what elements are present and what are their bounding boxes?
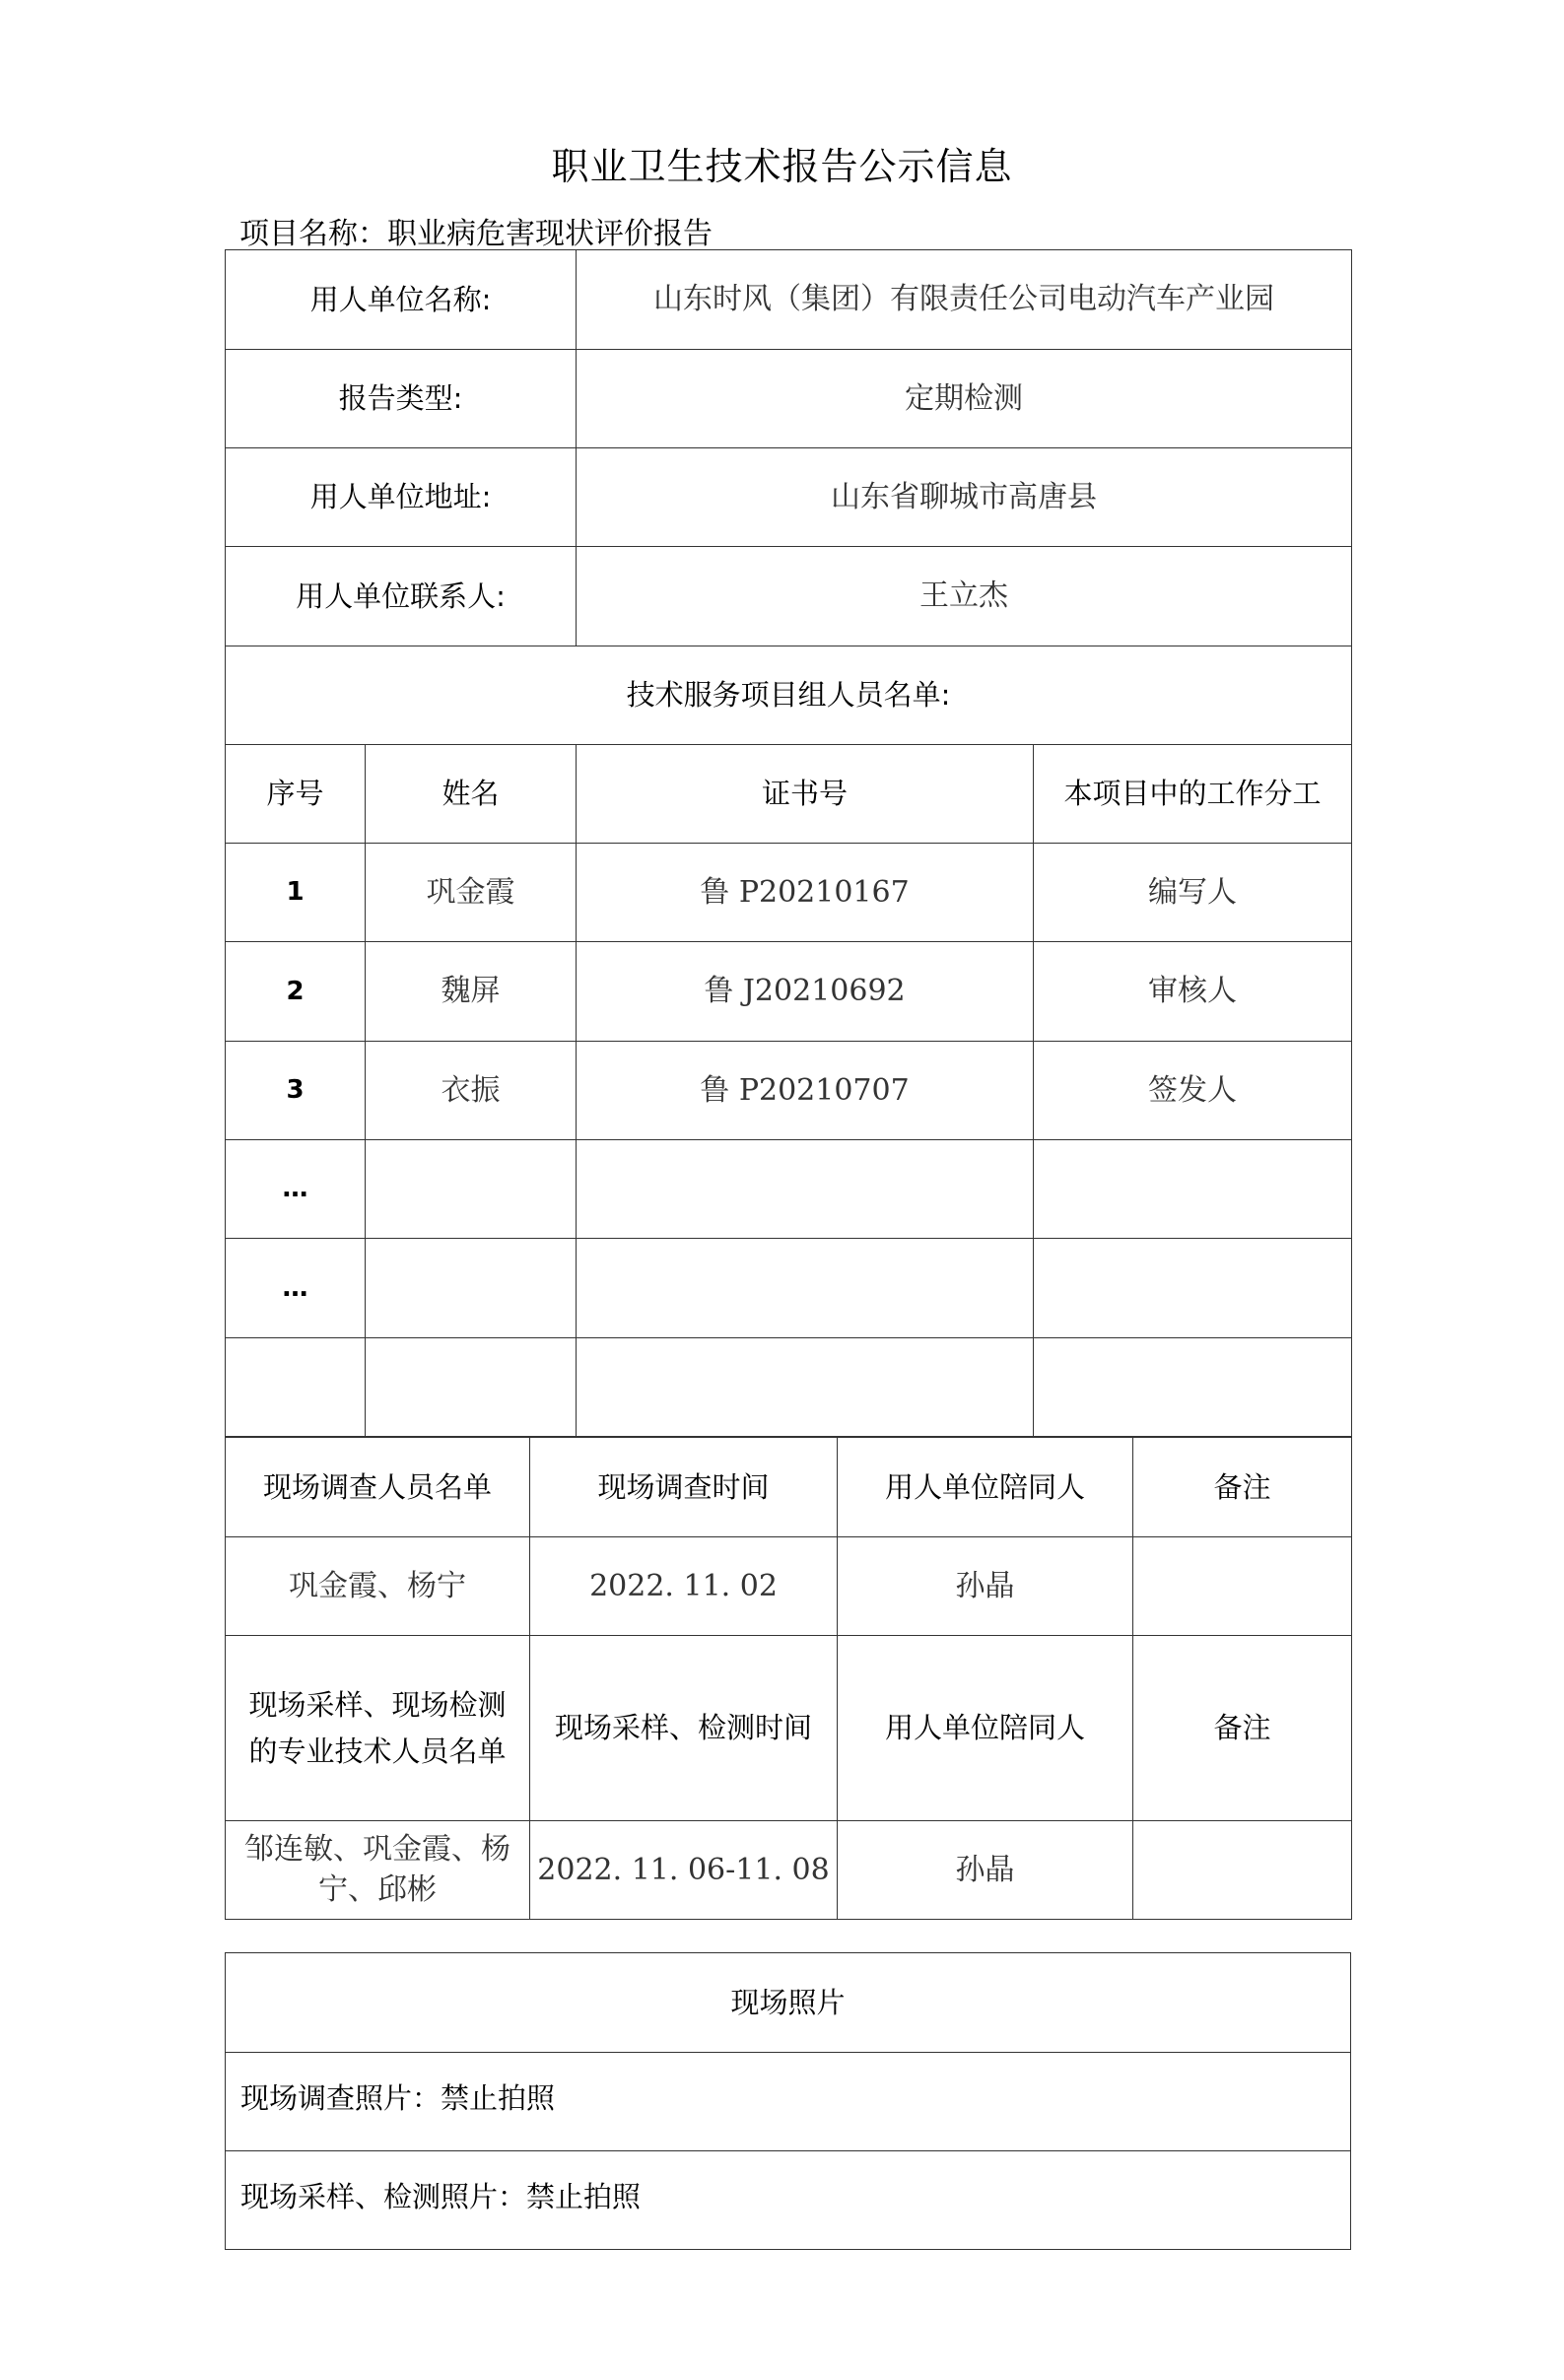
row-index: … [226, 1140, 366, 1239]
sampling-remark-header: 备注 [1133, 1636, 1352, 1821]
survey-photo-row [226, 2053, 1351, 2151]
info-row [226, 448, 1352, 547]
survey-remark-header: 备注 [1133, 1438, 1352, 1537]
survey-photo-text: 现场调查照片：禁止拍照 [226, 2053, 1351, 2151]
row-name: 衣振 [366, 1042, 577, 1140]
row-name [366, 1239, 577, 1338]
row-cert: 鲁 P20210707 [577, 1042, 1034, 1140]
sampling-staff-header: 现场采样、现场检测的专业技术人员名单 [226, 1636, 530, 1821]
sampling-remark [1133, 1821, 1352, 1920]
sampling-header-row [226, 1636, 1352, 1821]
info-row [226, 350, 1352, 448]
table-row [226, 942, 1352, 1042]
survey-time-header: 现场调查时间 [530, 1438, 838, 1537]
info-label: 用人单位地址: [226, 448, 577, 547]
info-row [226, 547, 1352, 646]
page-title: 职业卫生技术报告公示信息 [551, 145, 1013, 188]
survey-staff: 巩金霞、杨宁 [226, 1537, 530, 1636]
row-cert: 鲁 J20210692 [577, 942, 1034, 1042]
info-value: 山东省聊城市高唐县 [577, 448, 1352, 547]
row-role: 编写人 [1034, 844, 1352, 942]
survey-escort: 孙晶 [838, 1537, 1133, 1636]
row-role: 签发人 [1034, 1042, 1352, 1140]
row-cert [577, 1338, 1034, 1437]
sampling-time: 2022. 11. 06-11. 08 [530, 1821, 838, 1920]
row-name: 魏屏 [366, 942, 577, 1042]
project-name: 项目名称：职业病危害现状评价报告 [239, 217, 713, 251]
sampling-escort: 孙晶 [838, 1821, 1133, 1920]
row-name: 巩金霞 [366, 844, 577, 942]
photos-table [225, 1952, 1351, 2250]
row-cert: 鲁 P20210167 [577, 844, 1034, 942]
sampling-escort-header: 用人单位陪同人 [838, 1636, 1133, 1821]
table-row [226, 1239, 1352, 1338]
row-index: 3 [226, 1042, 366, 1140]
survey-table [225, 1437, 1352, 1920]
survey-escort-header: 用人单位陪同人 [838, 1438, 1133, 1537]
team-heading-row [226, 646, 1352, 745]
info-label: 用人单位联系人: [226, 547, 577, 646]
info-value: 定期检测 [577, 350, 1352, 448]
row-name [366, 1338, 577, 1437]
col-header-cert: 证书号 [577, 745, 1034, 844]
col-header-name: 姓名 [366, 745, 577, 844]
table-row [226, 844, 1352, 942]
row-index: … [226, 1239, 366, 1338]
col-header-index: 序号 [226, 745, 366, 844]
info-label: 报告类型: [226, 350, 577, 448]
table-row [226, 1042, 1352, 1140]
sampling-staff: 邹连敏、巩金霞、杨宁、邱彬 [226, 1821, 530, 1920]
row-name [366, 1140, 577, 1239]
row-role [1034, 1239, 1352, 1338]
info-label: 用人单位名称: [226, 250, 577, 350]
table-row [226, 1338, 1352, 1437]
row-index: 2 [226, 942, 366, 1042]
row-cert [577, 1239, 1034, 1338]
row-role [1034, 1338, 1352, 1437]
col-header-role: 本项目中的工作分工 [1034, 745, 1352, 844]
photos-heading: 现场照片 [226, 1953, 1351, 2053]
survey-remark [1133, 1537, 1352, 1636]
info-value: 王立杰 [577, 547, 1352, 646]
row-index [226, 1338, 366, 1437]
survey-row [226, 1537, 1352, 1636]
photos-heading-row [226, 1953, 1351, 2053]
row-role [1034, 1140, 1352, 1239]
row-role: 审核人 [1034, 942, 1352, 1042]
info-value: 山东时风（集团）有限责任公司电动汽车产业园 [577, 250, 1352, 350]
row-cert [577, 1140, 1034, 1239]
survey-staff-header: 现场调查人员名单 [226, 1438, 530, 1537]
survey-header-row [226, 1438, 1352, 1537]
team-heading: 技术服务项目组人员名单: [226, 646, 1352, 745]
sampling-photo-text: 现场采样、检测照片：禁止拍照 [226, 2151, 1351, 2250]
row-index: 1 [226, 844, 366, 942]
sampling-row [226, 1821, 1352, 1920]
info-row [226, 250, 1352, 350]
survey-time: 2022. 11. 02 [530, 1537, 838, 1636]
table-row [226, 1140, 1352, 1239]
sampling-photo-row [226, 2151, 1351, 2250]
info-team-table [225, 249, 1352, 1437]
team-header-row [226, 745, 1352, 844]
sampling-time-header: 现场采样、检测时间 [530, 1636, 838, 1821]
